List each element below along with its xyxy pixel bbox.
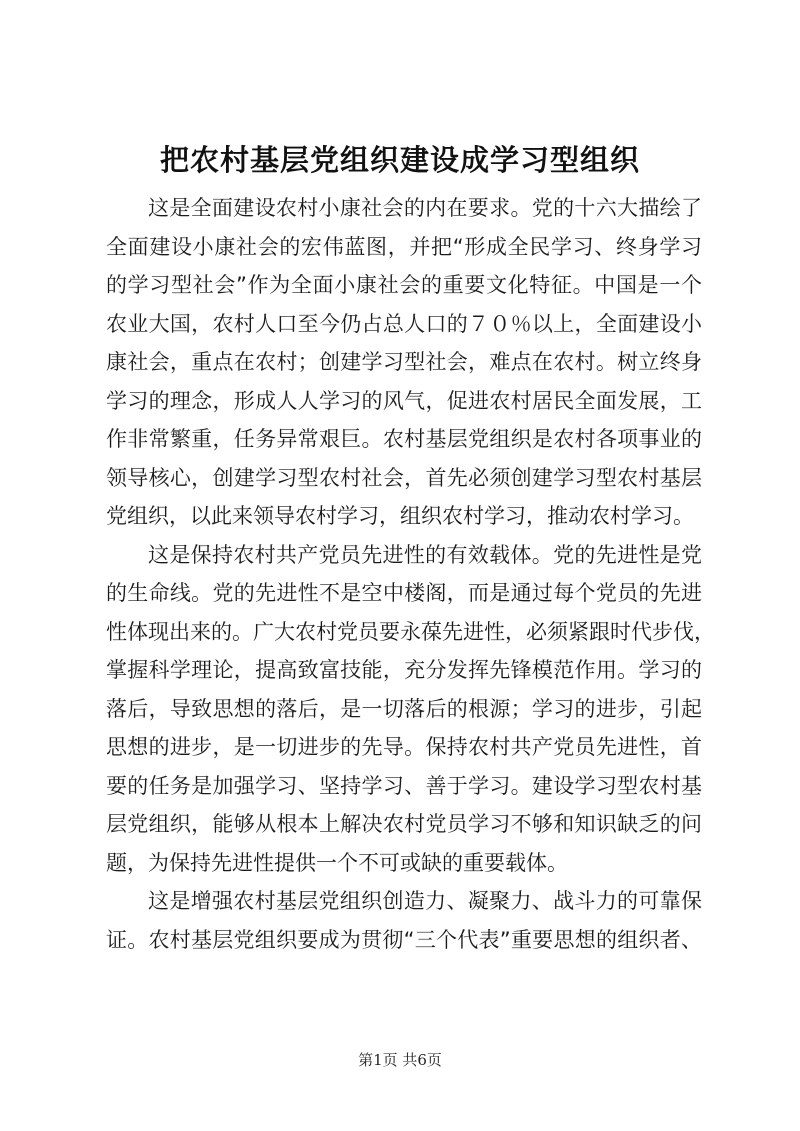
paragraph-1-line: 作非常繁重，任务异常艰巨。农村基层党组织是农村各项事业的 <box>106 427 702 451</box>
document-title: 把农村基层党组织建设成学习型组织 <box>159 143 640 177</box>
paragraph-2-line: 要的任务是加强学习、坚持学习、善于学习。建设学习型农村基 <box>106 773 702 798</box>
paragraph-3-line: 这是增强农村基层党组织创造力、凝聚力、战斗力的可靠保 <box>148 889 702 913</box>
paragraph-1-line: 康社会，重点在农村；创建学习型社会，难点在农村。树立终身 <box>106 350 702 374</box>
paragraph-1-line: 农业大国，农村人口至今仍占总人口的７０％以上，全面建设小 <box>106 311 702 336</box>
paragraph-2-line: 层党组织，能够从根本上解决农村党员学习不够和知识缺乏的问 <box>106 812 702 836</box>
paragraph-2-line: 的生命线。党的先进性不是空中楼阁，而是通过每个党员的先进 <box>106 581 702 605</box>
paragraph-1-line: 这是全面建设农村小康社会的内在要求。党的十六大描绘了 <box>148 196 702 220</box>
paragraph-1-line: 党组织，以此来领导农村学习，组织农村学习，推动农村学习。 <box>106 504 694 528</box>
paragraph-2-line: 这是保持农村共产党员先进性的有效载体。党的先进性是党 <box>148 542 702 567</box>
paragraph-2-line: 掌握科学理论，提高致富技能，充分发挥先锋模范作用。学习的 <box>106 658 702 682</box>
paragraph-2-line: 性体现出来的。广大农村党员要永葆先进性，必须紧跟时代步伐， <box>106 619 715 644</box>
paragraph-3-line: 证。农村基层党组织要成为贯彻“三个代表”重要思想的组织者、 <box>106 927 702 952</box>
paragraph-2-line: 思想的进步，是一切进步的先导。保持农村共产党员先进性，首 <box>106 735 702 759</box>
document-body <box>106 189 715 959</box>
paragraph-2-line: 题，为保持先进性提供一个不可或缺的重要载体。 <box>106 850 568 875</box>
paragraph-1-line: 领导核心，创建学习型农村社会，首先必须创建学习型农村基层 <box>106 465 702 490</box>
paragraph-1-line: 全面建设小康社会的宏伟蓝图，并把“形成全民学习、终身学习 <box>106 234 702 259</box>
paragraph-1-line: 的学习型社会”作为全面小康社会的重要文化特征。中国是一个 <box>106 273 702 297</box>
page-number-footer: 第1页 共6页 <box>358 1051 442 1069</box>
paragraph-1-line: 学习的理念，形成人人学习的风气，促进农村居民全面发展，工 <box>106 388 702 413</box>
paragraph-2-line: 落后，导致思想的落后，是一切落后的根源；学习的进步，引起 <box>106 696 702 721</box>
